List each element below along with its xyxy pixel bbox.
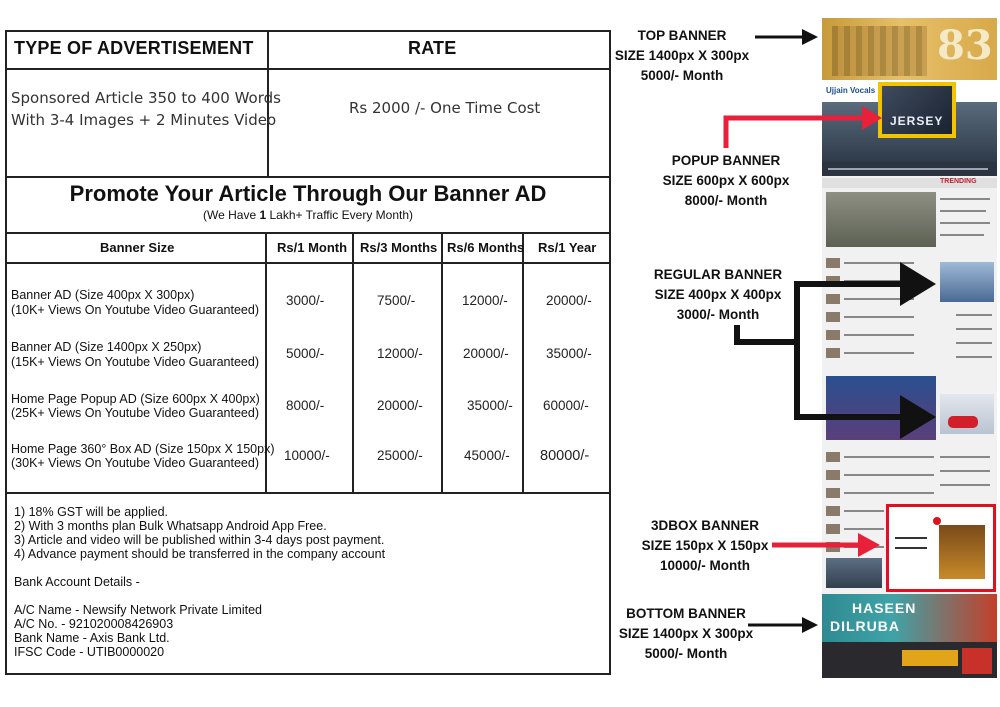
table-row-label-line2: (15K+ Views On Youtube Video Guaranteed) [11,355,259,369]
table-row-label-line2: (25K+ Views On Youtube Video Guaranteed) [11,406,259,420]
rate-header: RATE [408,38,457,58]
note-line: 4) Advance payment should be transferred in the company account [14,547,386,561]
bottom-banner-text-1: HASEEN [852,600,917,616]
bank-line: IFSC Code - UTIB0000020 [14,645,165,659]
top-banner-text: 83 [937,22,993,69]
callout-price: 5000/- Month [644,646,728,661]
popup-arrow-head [862,106,882,130]
year1-header: Rs/1 Year [538,240,597,255]
month6-header: Rs/6 Months [447,240,525,255]
table-cell-month6: 12000/- [462,293,508,308]
table-cell-month3: 12000/- [377,346,423,361]
callout-price: 10000/- Month [659,558,751,573]
bank-line: A/C No. - 921020008426903 [14,617,174,631]
callout-size: SIZE 400px X 400px [654,287,782,302]
table-row-label-line1: Banner AD (Size 1400px X 250px) [11,340,202,354]
note-line: 3) Article and video will be published within 3-4 days post payment. [14,533,385,547]
bank-line: Bank Name - Axis Bank Ltd. [14,631,170,645]
type-of-advertisement-header: TYPE OF ADVERTISEMENT [14,38,254,58]
table-cell-month1: 10000/- [284,448,330,463]
callout-name: TOP BANNER [637,28,727,43]
regular-banner-arrow-1-head [900,262,936,306]
table-cell-month3: 20000/- [377,398,423,413]
sponsored-article-line-1: Sponsored Article 350 to 400 Words [11,89,281,107]
table-row-label-line1: Banner AD (Size 400px X 300px) [11,288,195,302]
regular-banner-arrow-1 [737,284,908,342]
table-cell-year1: 60000/- [543,398,589,413]
table-cell-month6: 45000/- [464,448,510,463]
table-row-label-line2: (10K+ Views On Youtube Video Guaranteed) [11,303,259,317]
callout-size: SIZE 1400px X 300px [618,626,754,641]
callout-price: 8000/- Month [684,193,768,208]
callout-size: SIZE 600px X 600px [662,173,790,188]
table-cell-month1: 5000/- [286,346,325,361]
table-cell-month1: 3000/- [286,293,325,308]
table-row-label-line1: Home Page Popup AD (Size 600px X 400px) [11,392,260,406]
sponsored-article-rate: Rs 2000 /- One Time Cost [349,99,541,117]
table-cell-year1: 35000/- [546,346,592,361]
regular-banner-arrow-2 [797,342,908,417]
promo-subtitle-suffix: Lakh+ Traffic Every Month) [266,208,413,222]
callout-price: 3000/- Month [676,307,760,322]
table-row-label-line1: Home Page 360° Box AD (Size 150px X 150px) [11,442,275,456]
table-row-label-line2: (30K+ Views On Youtube Video Guaranteed) [11,456,259,470]
trending-label: TRENDING [940,178,977,185]
table-cell-month3: 7500/- [377,293,416,308]
promo-subtitle-bold: 1 [259,208,267,222]
month1-header: Rs/1 Month [277,240,348,255]
note-line: 1) 18% GST will be applied. [14,505,169,519]
popup-text: JERSEY [890,114,944,128]
bank-line: A/C Name - Newsify Network Private Limited [14,603,262,617]
note-line: 2) With 3 months plan Bulk Whatsapp Android App Free. [14,519,327,533]
3dbox-arrow-head [858,533,880,557]
regular-banner-arrow-2-head [900,395,936,439]
bottom-banner-arrow-head [802,617,818,633]
table-cell-year1: 20000/- [546,293,592,308]
promo-title: Promote Your Article Through Our Banner AD [69,181,547,206]
callout-size: SIZE 1400px X 300px [614,48,750,63]
bottom-banner-text-2: DILRUBA [830,618,900,634]
month3-header: Rs/3 Months [360,240,438,255]
callout-price: 5000/- Month [640,68,724,83]
popup-arrow [726,118,866,148]
callout-name: REGULAR BANNER [653,267,783,282]
promo-subtitle-prefix: (We Have [203,208,260,222]
top-banner-arrow-head [802,29,818,45]
callout-name: BOTTOM BANNER [626,606,746,621]
bank-heading: Bank Account Details - [14,575,140,589]
table-cell-month3: 25000/- [377,448,423,463]
callout-name: POPUP BANNER [671,153,781,168]
sponsored-article-line-2: With 3-4 Images + 2 Minutes Video [11,111,277,129]
table-cell-year1: 80000/- [540,448,590,464]
table-cell-month6: 35000/- [467,398,513,413]
callout-size: SIZE 150px X 150px [641,538,769,553]
banner-size-header: Banner Size [100,240,175,255]
site-name: Ujjain Vocals [826,86,876,95]
table-cell-month6: 20000/- [463,346,509,361]
callout-name: 3DBOX BANNER [650,518,759,533]
table-cell-month1: 8000/- [286,398,325,413]
